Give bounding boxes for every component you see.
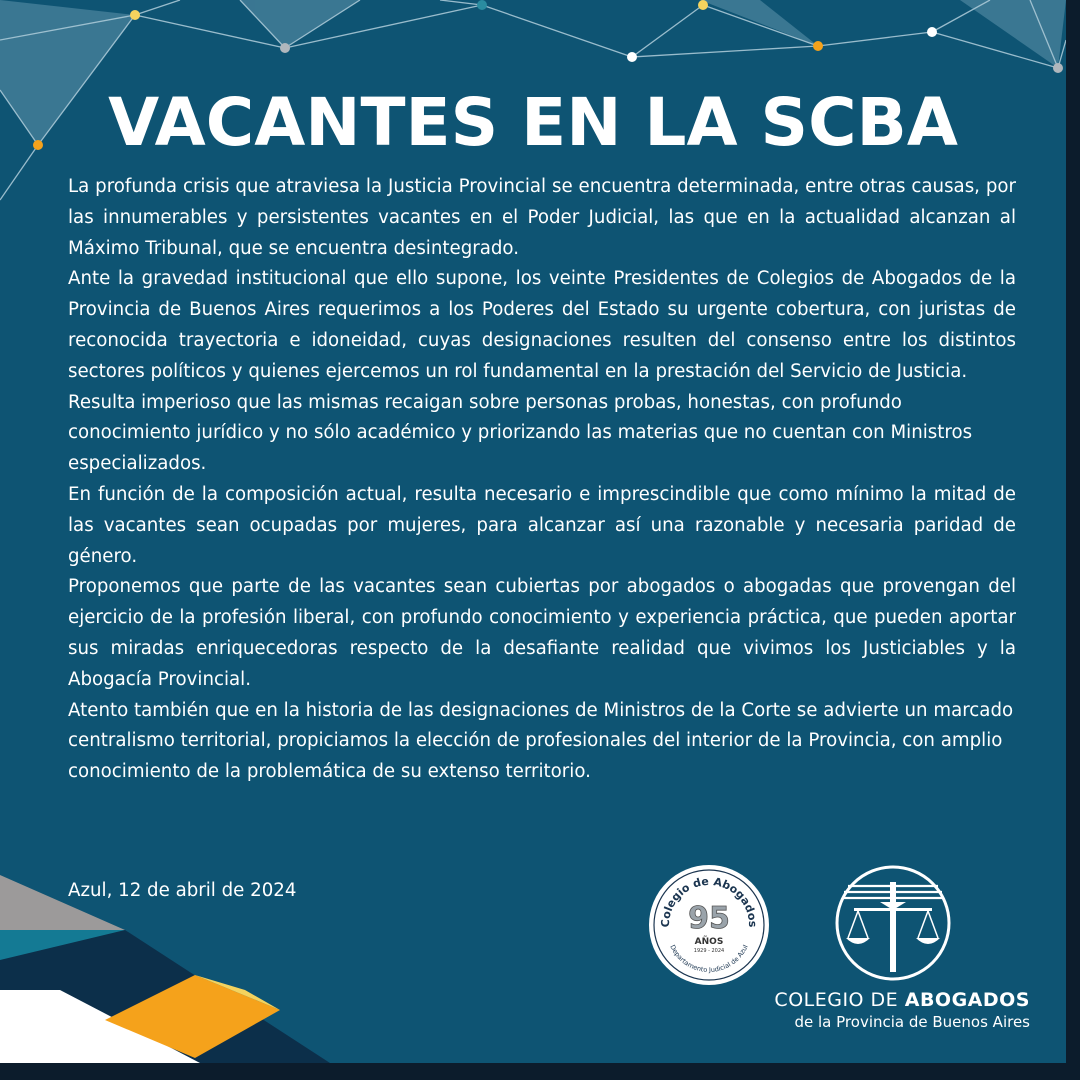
paragraph: Proponemos que parte de las vacantes sean cubiertas por abogados o abogadas que provengan del ejercicio de la profesión liberal, con profundo conocimiento y experiencia práctica, que pueden aportar sus miradas enriquecedoras respecto de la desafiante realidad que vivimos los Justiciables y la Abogacía Provincial. xyxy=(68,576,1016,690)
frame-edge-bottom xyxy=(0,1063,1080,1080)
paragraph: Resulta imperioso que las mismas recaigan sobre personas probas, honestas, con profundo conocimiento jurídico y no sólo académico y priorizando las materias que no cuentan con Ministros especializados. xyxy=(68,391,973,475)
scales-of-justice-icon xyxy=(834,864,952,982)
statement-body xyxy=(68,172,1016,788)
organization-name xyxy=(740,988,1030,1032)
seal-number: 95 xyxy=(688,901,730,936)
seal-top-text: Colegio de Abogados xyxy=(658,874,760,928)
paragraph: Ante la gravedad institucional que ello supone, los veinte Presidentes de Colegios de Abogados de la Provincia de Buenos Aires requerimos a los Poderes del Estado su urgente cobertura, con juristas de reconocida trayectoria e idoneidad, cuyas designaciones resulten del consenso entre los distintos sectores políticos y quienes ejercemos un rol fundamental en la prestación del Servicio de Justicia. xyxy=(68,268,1016,382)
paragraph: Atento también que en la historia de las designaciones de Ministros de la Corte se advierte un marcado centralismo territorial, propiciamos la elección de profesionales del interior de la Provincia, con amplio conocimiento de la problemática de su extenso territorio. xyxy=(68,699,1014,783)
paragraph: En función de la composición actual, resulta necesario e imprescindible que como mínimo la mitad de las vacantes sean ocupadas por mujeres, para alcanzar así una razonable y necesaria paridad de género. xyxy=(68,483,1016,567)
seal-label: AÑOS xyxy=(694,937,724,947)
paragraph: La profunda crisis que atraviesa la Justicia Provincial se encuentra determinada, entre otras causas, por las innumerables y persistentes vacantes en el Poder Judicial, las que en la actualidad alcanzan al Máximo Tribunal, que se encuentra desintegrado. xyxy=(68,176,1016,259)
frame-edge-right xyxy=(1066,0,1080,1080)
seal-years: 1929 - 2024 xyxy=(693,948,725,954)
date: Azul, 12 de abril de 2024 xyxy=(68,880,297,901)
organization-title: COLEGIO DE ABOGADOS xyxy=(774,989,1030,1011)
page-title: VACANTES EN LA SCBA xyxy=(108,84,958,161)
organization-subtitle: de la Provincia de Buenos Aires xyxy=(794,1013,1030,1031)
anniversary-seal xyxy=(648,864,770,986)
seal-bottom-text: Departamento Judicial de Azul xyxy=(668,943,750,975)
